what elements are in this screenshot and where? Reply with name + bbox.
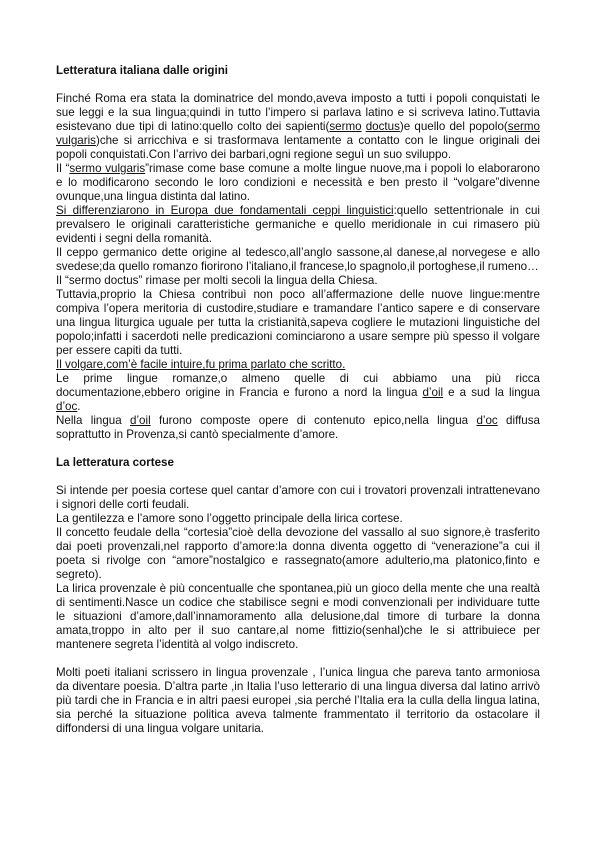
spacer <box>56 442 540 456</box>
section-title-cortese: La letteratura cortese <box>56 456 174 469</box>
term-sermo-vulgaris: sermo vulgaris <box>69 162 146 175</box>
paragraph-lingue-romanze <box>56 372 540 414</box>
paragraph-lirica-provenzale: La lirica provenzale è più concentualle che spontanea,più un gioco della mente che una realtà di sentimenti.Nasce un codice che stabilisce segni e modi convenzionali per individuare tutte le situazioni d’amore,dall’innamoramento alla delusione,dal timore di turbare la donna amata,troppo in alto per il suo cantare,al nome fittizio(senhal)che le si attribuiece per mantenere segreta l’identità al volgo indiscreto. <box>56 582 540 651</box>
text: :quello settentrionale in cui prevalsero le originali caratteristiche germaniche e quello meridionale in cui rimasero più evidenti i segni della romanità. <box>56 204 540 245</box>
paragraph-concetto-feudale: Il concetto feudale della “cortesia”cioè della devozione del vassallo al suo signore,è trasferito dai poeti provenzali,nel rapporto d’amore:la donna diventa oggetto di “venerazione”a cui il poeta si rivolge con “amore”nostalgico e rassegnato(amore adulterio,ma platonico,finto e segreto). <box>56 526 540 581</box>
text: Le prime lingue romanze,o almeno quelle di cui abbiamo una più ricca documentazione,ebbero origine in Francia e furono a nord la lingua <box>56 372 540 399</box>
paragraph-poesia-cortese: Si intende per poesia cortese quel cantar d’amore con cui i trovatori provenzali intrattenevano i signori delle corti feudali. <box>56 484 540 511</box>
text: e a sud la lingua <box>443 386 540 399</box>
term-sermo: sermo <box>329 120 362 133</box>
text: furono composte opere di contenuto epico,nella lingua <box>150 414 477 427</box>
term-doil: d’oil <box>422 386 444 399</box>
text: )che si arricchiva e si trasformava lentamente a contatto con le lingue originali dei popoli conquistati.Con l’arrivo dei barbari,ogni regione seguì un suo sviluppo. <box>56 134 540 161</box>
paragraph-chiesa: Tuttavia,proprio la Chiesa contribuì non poco all’affermazione delle nuove lingue:mentre compiva l’opera meritoria di custodire,studiare e tramandare l’antico sapere e di conservare una lingua liturgica uguale per tutta la cristianità,sapeva cogliere le mutazioni linguistiche del popolo;infatti i sacerdoti nelle predicazioni cominciarono a usare sempre più spesso il volgare per essere capiti da tutti. <box>56 288 540 357</box>
spacer <box>56 652 540 666</box>
term-doc: d’oc <box>56 400 78 413</box>
text: . <box>77 400 81 413</box>
document-page <box>56 64 540 736</box>
paragraph-ceppi-linguistici <box>56 204 540 246</box>
term-doctus: doctus <box>365 120 400 133</box>
paragraph-doil-doc <box>56 414 540 442</box>
paragraph-ceppo-germanico: Il ceppo germanico dette origine al tedesco,all’anglo sassone,al danese,al norvegese e allo svedese;da quello romanzo fiorirono l’italiano,il francese,lo spagnolo,il portoghese,il rumeno… <box>56 246 540 273</box>
section-title-origini: Letteratura italiana dalle origini <box>56 64 229 77</box>
paragraph-sermo-doctus: Il “sermo doctus” rimase per molti secoli la lingua della Chiesa. <box>56 274 378 287</box>
text: Nella lingua <box>56 414 131 427</box>
term-sermo-vulgaris: sermo vulgaris <box>56 120 540 147</box>
paragraph-sermo-vulgaris <box>56 162 540 204</box>
text: )e quello del popolo( <box>399 120 508 133</box>
text: diffusa soprattutto in Provenza,si cantò specialmente d’amore. <box>56 414 540 441</box>
term-doc: d’oc <box>476 414 498 427</box>
paragraph-poeti-italiani: Molti poeti italiani scrissero in lingua provenzale , l’unica lingua che pareva tanto armoniosa da diventare poesia. D’altra parte ,in Italia l’uso letterario di una lingua diversa dal latino arrivò più tardi che in Francia e in altri paesi europei ,sia perché l’Italia era la culla della lingua latina, sia perché la situazione politica aveva talmente frammentato il territorio da ostacolare il diffondersi di una lingua volgare unitaria. <box>56 666 540 735</box>
text: Finché Roma era stata la dominatrice del mondo,aveva imposto a tutti i popoli conquistati le sue leggi e la sua lingua;quindi in tutto l’impero si parlava latino e si scriveva latino.Tuttavia esistevano due tipi di latino:quello colto dei sapienti( <box>56 92 540 133</box>
underlined-phrase: Si differenziarono in Europa due fondamentali ceppi linguistici <box>56 204 394 217</box>
text: Il “ <box>56 162 70 175</box>
paragraph-volgare-parlato: Il volgare,com’è facile intuire,fu prima parlato che scritto. <box>56 358 346 371</box>
term-doil: d’oil <box>130 414 151 427</box>
paragraph-gentilezza: La gentilezza e l’amore sono l’oggetto principale della lirica cortese. <box>56 512 403 525</box>
paragraph-roma-latino <box>56 92 540 162</box>
text: ”rimase come base comune a molte lingue nuove,ma i popoli lo elaborarono e lo modificarono secondo le loro condizioni e necessità e ben presto il “volgare”divenne ovunque,una lingua distinta dal latino. <box>56 162 540 203</box>
